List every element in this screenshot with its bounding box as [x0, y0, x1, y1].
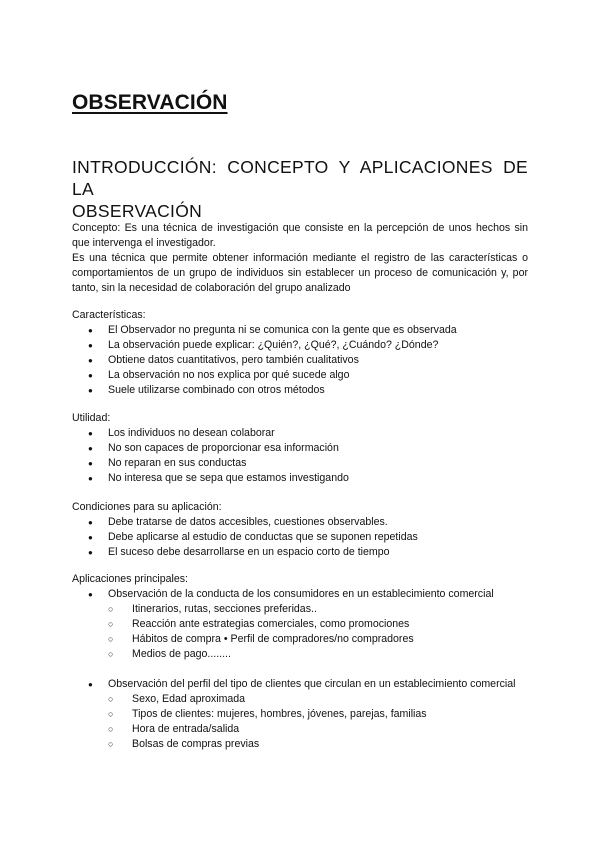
list-item: ● Suele utilizarse combinado con otros métodos	[72, 383, 528, 398]
aplicaciones-list	[72, 587, 528, 752]
page-title: OBSERVACIÓN	[72, 91, 228, 114]
aplicacion-sublist	[108, 602, 528, 662]
utilidad-section	[72, 411, 528, 486]
caracteristicas-heading: Características:	[72, 309, 146, 321]
sub-list-item: ○ Tipos de clientes: mujeres, hombres, jóvenes, parejas, familias	[108, 707, 528, 722]
list-item: ● Los individuos no desean colaborar	[72, 426, 528, 441]
utilidad-heading: Utilidad:	[72, 412, 111, 424]
sub-list-item: ○ Sexo, Edad aproximada	[108, 692, 528, 707]
condiciones-list	[72, 515, 528, 560]
condiciones-heading: Condiciones para su aplicación:	[72, 501, 222, 513]
list-item: ● La observación no nos explica por qué sucede algo	[72, 368, 528, 383]
concept-paragraph-1: Concepto: Es una técnica de investigación que consiste en la percepción de unos hechos sin que intervenga el investigador.	[72, 222, 528, 249]
sub-list-item: ○ Itinerarios, rutas, secciones preferidas..	[108, 602, 528, 617]
list-item: ● No interesa que se sepa que estamos investigando	[72, 471, 528, 486]
list-item: ● Debe tratarse de datos accesibles, cuestiones observables.	[72, 515, 528, 530]
caracteristicas-list	[72, 323, 528, 398]
utilidad-list	[72, 426, 528, 486]
list-item: ● El Observador no pregunta ni se comunica con la gente que es observada	[72, 323, 528, 338]
list-item: ● Debe aplicarse al estudio de conductas que se suponen repetidas	[72, 530, 528, 545]
aplicacion-label: Observación de la conducta de los consumidores en un establecimiento comercial	[108, 588, 494, 600]
list-item: ● No reparan en sus conductas	[72, 456, 528, 471]
section-title-line-2: OBSERVACIÓN	[72, 201, 203, 221]
aplicacion-label: Observación del perfil del tipo de clientes que circulan en un establecimiento comercial	[108, 678, 516, 690]
section-title-line-1: INTRODUCCIÓN: CONCEPTO Y APLICACIONES DE LA	[72, 157, 528, 199]
concept-paragraph-2: Es una técnica que permite obtener información mediante el registro de las características o comportamientos de un grupo de individuos sin establecer un proceso de comunicación y, por tanto, sin la necesidad de colaboración del grupo analizado	[72, 252, 528, 294]
sub-list-item: ○ Medios de pago........	[108, 647, 528, 662]
list-item	[72, 587, 528, 677]
sub-list-item: ○ Hora de entrada/salida	[108, 722, 528, 737]
section-title	[72, 156, 528, 222]
sub-list-item: ○ Hábitos de compra • Perfil de compradores/no compradores	[108, 632, 528, 647]
sub-list-item: ○ Bolsas de compras previas	[108, 737, 528, 752]
list-item: ● Obtiene datos cuantitativos, pero también cualitativos	[72, 353, 528, 368]
condiciones-section	[72, 500, 528, 560]
list-item: ● No son capaces de proporcionar esa información	[72, 441, 528, 456]
aplicaciones-section	[72, 572, 528, 752]
aplicaciones-heading: Aplicaciones principales:	[72, 573, 189, 585]
aplicacion-sublist	[108, 692, 528, 752]
list-item: ● El suceso debe desarrollarse en un espacio corto de tiempo	[72, 545, 528, 560]
caracteristicas-section	[72, 308, 528, 398]
list-item	[72, 677, 528, 752]
sub-list-item: ○ Reacción ante estrategias comerciales, como promociones	[108, 617, 528, 632]
list-item: ● La observación puede explicar: ¿Quién?, ¿Qué?, ¿Cuándo? ¿Dónde?	[72, 338, 528, 353]
concept-block	[72, 221, 528, 296]
